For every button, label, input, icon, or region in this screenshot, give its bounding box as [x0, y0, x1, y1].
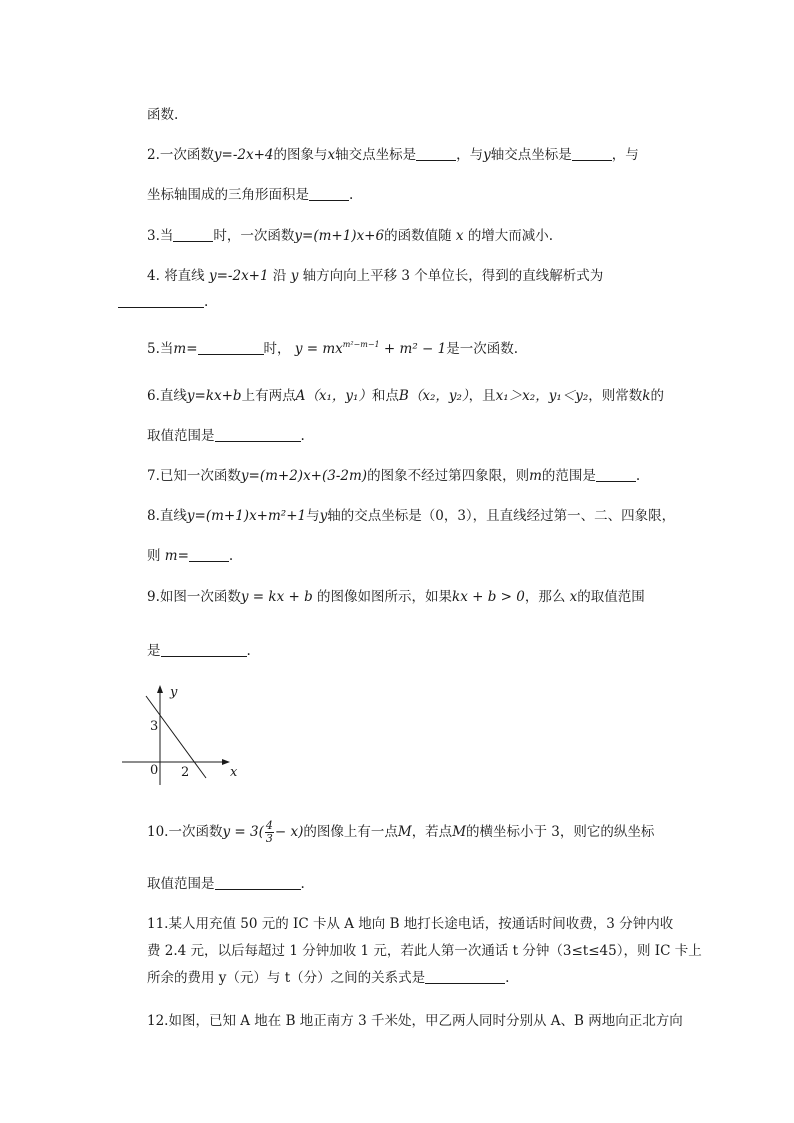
q5-blank[interactable]	[198, 340, 264, 355]
q10-equation: y = 3( $\frac{4}{3}$ − x)	[222, 819, 304, 845]
q8-equation: y=(m+1)x+m²+1	[186, 508, 307, 524]
q9-inequality: kx + b > 0	[452, 589, 525, 605]
y-intercept-label: 3	[150, 719, 159, 734]
q9-blank[interactable]	[161, 642, 247, 657]
q2-blank-2[interactable]	[572, 146, 612, 161]
question-9: 9.如图一次函数y = kx + b 的图像如图所示，如果kx + b > 0，那么 x的取值范围	[147, 589, 645, 605]
q10-blank[interactable]	[215, 875, 301, 890]
question-11: 11.某人用充值 50 元的 IC 卡从 A 地向 B 地打长途电话，按通话时间收费，3 分钟内收	[147, 916, 674, 932]
x-axis-arrow	[222, 759, 230, 765]
question-6-line-2: 取值范围是 .	[147, 428, 305, 444]
q4-blank[interactable]	[118, 293, 204, 308]
question-8-line-2: 则 m= .	[147, 548, 234, 564]
question-3: 3.当 时，一次函数y=(m+1)x+6的函数值随 x 的增大而减小.	[147, 228, 554, 244]
question-2: 2.一次函数y=-2x+4的图象与x轴交点坐标是 ，与y轴交点坐标是 ，与	[147, 147, 639, 163]
y-axis-label: y	[170, 685, 178, 700]
x-axis-label: x	[230, 765, 238, 780]
question-9-line-2: 是 .	[147, 643, 251, 659]
q5-equation: $y = mx^{m^2-m-1} + m^2 - 1$	[294, 340, 447, 357]
question-5: 5.当m= 时， $y = mx^{m^2-m-1} + m^2 - 1$是一次函数.	[147, 340, 519, 357]
q2-equation: y=-2x+4	[213, 147, 274, 163]
q11-blank[interactable]	[425, 969, 505, 984]
q3-blank[interactable]	[173, 227, 213, 242]
x-intercept-label: 2	[181, 765, 190, 780]
q2-blank-3[interactable]	[309, 186, 349, 201]
q8-blank[interactable]	[189, 547, 229, 562]
q9-equation: y = kx + b	[240, 589, 313, 605]
q7-blank[interactable]	[596, 467, 636, 482]
q4-equation: y=-2x+1	[208, 268, 269, 284]
question-11-line-3: 所余的费用 y（元）与 t（分）之间的关系式是 .	[147, 970, 510, 986]
q2-number: 2.	[147, 147, 160, 163]
linear-function-graph	[118, 680, 248, 790]
question-11-line-2: 费 2.4 元，以后每超过 1 分钟加收 1 元，若此人第一次通话 t 分钟（3≤t≤45），则 IC 卡上	[147, 943, 702, 959]
y-axis-arrow	[157, 685, 163, 693]
question-2-line-2: 坐标轴围成的三角形面积是 .	[147, 187, 354, 203]
q6-blank[interactable]	[215, 427, 301, 442]
question-10: 10.一次函数y = 3( $\frac{4}{3}$ − x)的图像上有一点M，若点M的横坐标小于 3，则它的纵坐标	[147, 819, 655, 845]
question-10-line-2: 取值范围是 .	[147, 876, 305, 892]
origin-label: 0	[150, 763, 159, 778]
question-7: 7.已知一次函数y=(m+2)x+(3-2m)的图象不经过第四象限，则m的范围是 .	[147, 468, 641, 484]
question-8: 8.直线y=(m+1)x+m²+1与y轴的交点坐标是（0，3），且直线经过第一、二、四象限，	[147, 508, 676, 524]
question-6: 6.直线y=kx+b上有两点A（x₁，y₁）和点B（x₂，y₂），且x₁＞x₂，y₁＜y₂，则常数k的	[147, 388, 664, 404]
q3-equation: y=(m+1)x+6	[294, 228, 385, 244]
question-12: 12.如图，已知 A 地在 B 地正南方 3 千米处，甲乙两人同时分别从 A、B 两地向正北方向	[147, 1013, 683, 1029]
q7-equation: y=(m+2)x+(3-2m)	[240, 468, 368, 484]
question-4-line-2: .	[118, 293, 208, 311]
question-4: 4. 将直线 y=-2x+1 沿 y 轴方向向上平移 3 个单位长，得到的直线解析式为	[147, 268, 604, 284]
q2-blank-1[interactable]	[416, 146, 456, 161]
q1-continuation: 函数.	[147, 107, 179, 123]
q6-equation: y=kx+b	[186, 388, 242, 404]
